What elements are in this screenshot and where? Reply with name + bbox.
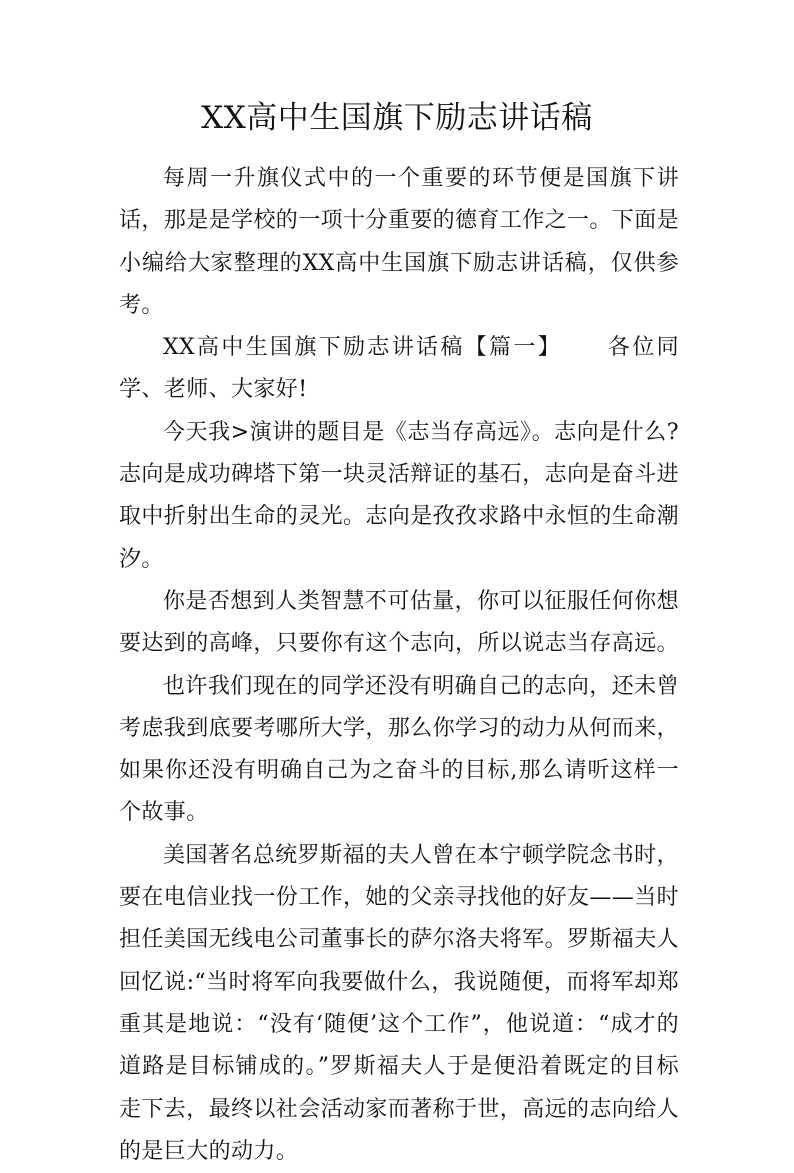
paragraph-wisdom: 你是否想到人类智慧不可估量，你可以征服任何你想要达到的高峰，只要你有这个志向，所以说志当存高远。	[119, 588, 680, 657]
paragraph-intro: 每周一升旗仪式中的一个重要的环节便是国旗下讲话，那是是学校的一项十分重要的德育工作之一。下面是小编给大家整理的XX高中生国旗下励志讲话稿，仅供参考。	[119, 166, 680, 318]
paragraph-section-heading	[119, 327, 679, 412]
greeting: 各位同学、老师、大家好!	[119, 335, 679, 403]
paragraph-story: 美国著名总统罗斯福的夫人曾在本宁顿学院念书时，要在电信业找一份工作，她的父亲寻找他的好友——当时担任美国无线电公司董事长的萨尔洛夫将军。罗斯福夫人回忆说:“当时将军向我要做什么，我说随便，而将军却郑重其是地说：“没有‘随便’这个工作”，他说道：“成才的道路是目标铺成的。”罗斯福夫人于是便沿着既定的目标走下去，最终以社会活动家而著称于世，高远的志向给人的是巨大的动力。	[119, 842, 680, 1164]
paragraph-topic: 今天我>演讲的题目是《志当存高远》。志向是什么?志向是成功碑塔下第一块灵活辩证的基石，志向是奋斗进取中折射出生命的灵光。志向是孜孜求路中永恒的生命潮汐。	[119, 419, 680, 572]
paragraph-goals: 也许我们现在的同学还没有明确自己的志向，还未曾考虑我到底要考哪所大学，那么你学习的动力从何而来，如果你还没有明确自己为之奋斗的目标,那么请听这样一个故事。	[119, 673, 680, 826]
document-body	[119, 158, 679, 1173]
document-title: XX高中生国旗下励志讲话稿	[201, 100, 593, 136]
section-heading: XX高中生国旗下励志讲话稿【篇一】	[163, 335, 562, 361]
